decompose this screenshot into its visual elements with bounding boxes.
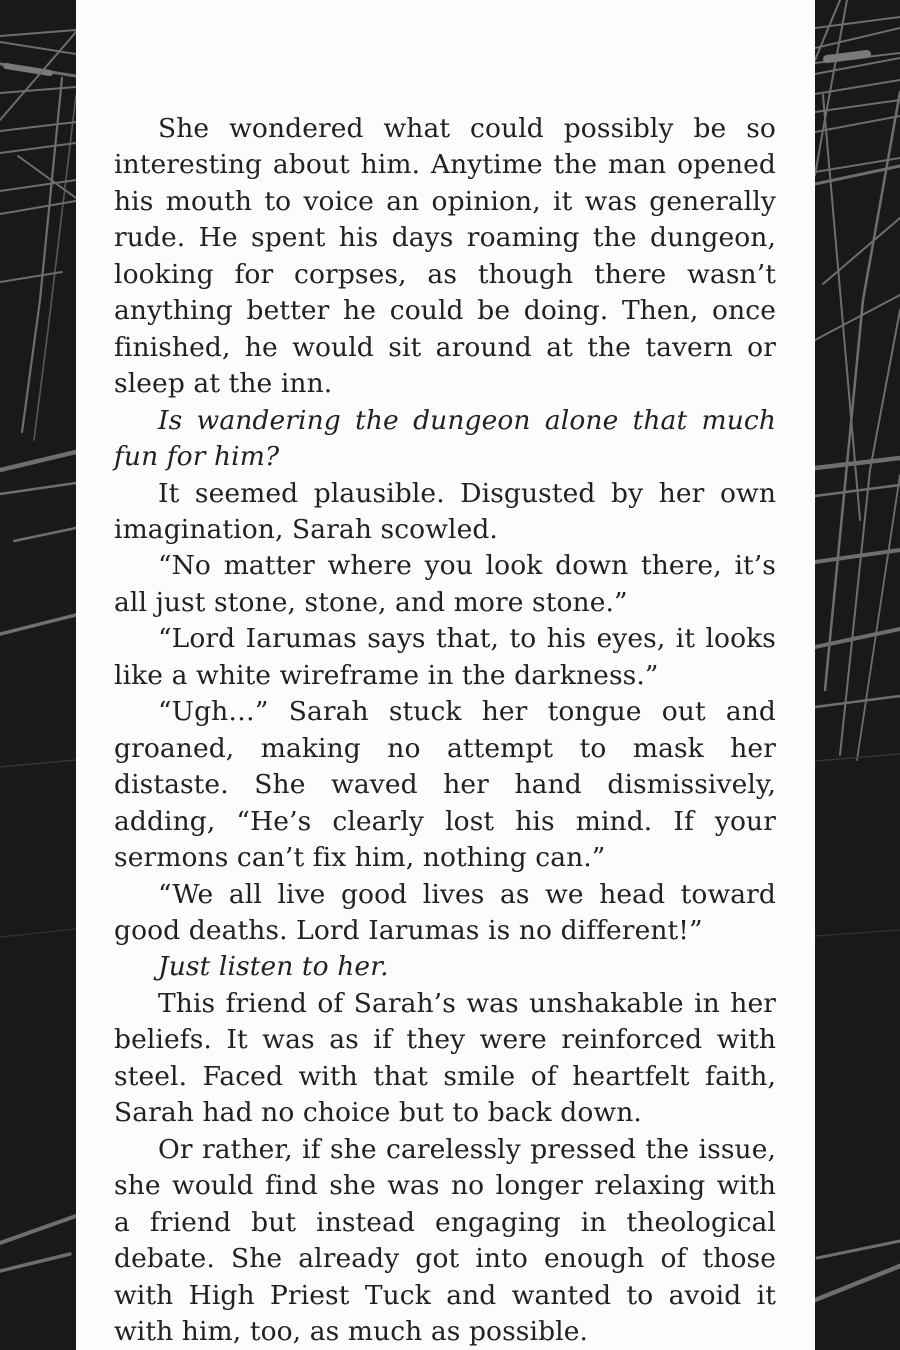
paragraph-6: “Ugh…” Sarah stuck her tongue out and groaned, making no attempt to mask her distaste. She waved her hand dismissively, adding, “He’s clearly lost his mind. If your sermons can’t fix him, nothing can.” bbox=[114, 696, 776, 874]
text-block bbox=[114, 111, 776, 1350]
paragraph-8-italic: Just listen to her. bbox=[158, 951, 389, 983]
left-border-art bbox=[0, 0, 76, 1350]
wireframe-lines-left-icon bbox=[0, 0, 76, 1350]
paragraph-1: She wondered what could possibly be so interesting about him. Anytime the man opened his mouth to voice an opinion, it was generally rude. He spent his days roaming the dungeon, looking for corpses, as though there wasn’t anything better he could be doing. Then, once finished, he would sit around at the tavern or sleep at the inn. bbox=[114, 113, 776, 400]
paragraph-2-italic: Is wandering the dungeon alone that much fun for him? bbox=[114, 404, 776, 473]
paragraph-5: “Lord Iarumas says that, to his eyes, it looks like a white wireframe in the darkness.” bbox=[114, 623, 776, 691]
paragraph-9: This friend of Sarah’s was unshakable in her beliefs. It was as if they were reinforced with steel. Faced with that smile of heartfelt faith, Sarah had no choice but to back down. bbox=[114, 987, 776, 1129]
wireframe-lines-right-icon bbox=[815, 0, 900, 1350]
paragraph-7: “We all live good lives as we head toward good deaths. Lord Iarumas is no different!” bbox=[114, 878, 776, 946]
paragraph-4: “No matter where you look down there, it’s all just stone, stone, and more stone.” bbox=[114, 550, 776, 618]
right-border-art bbox=[815, 0, 900, 1350]
paragraph-10: Or rather, if she carelessly pressed the issue, she would find she was no longer relaxing with a friend but instead engaging in theological debate. She already got into enough of those with High Priest Tuck and wanted to avoid it with him, too, as much as possible. bbox=[114, 1133, 776, 1347]
paragraph-3: It seemed plausible. Disgusted by her own imagination, Sarah scowled. bbox=[114, 477, 776, 545]
